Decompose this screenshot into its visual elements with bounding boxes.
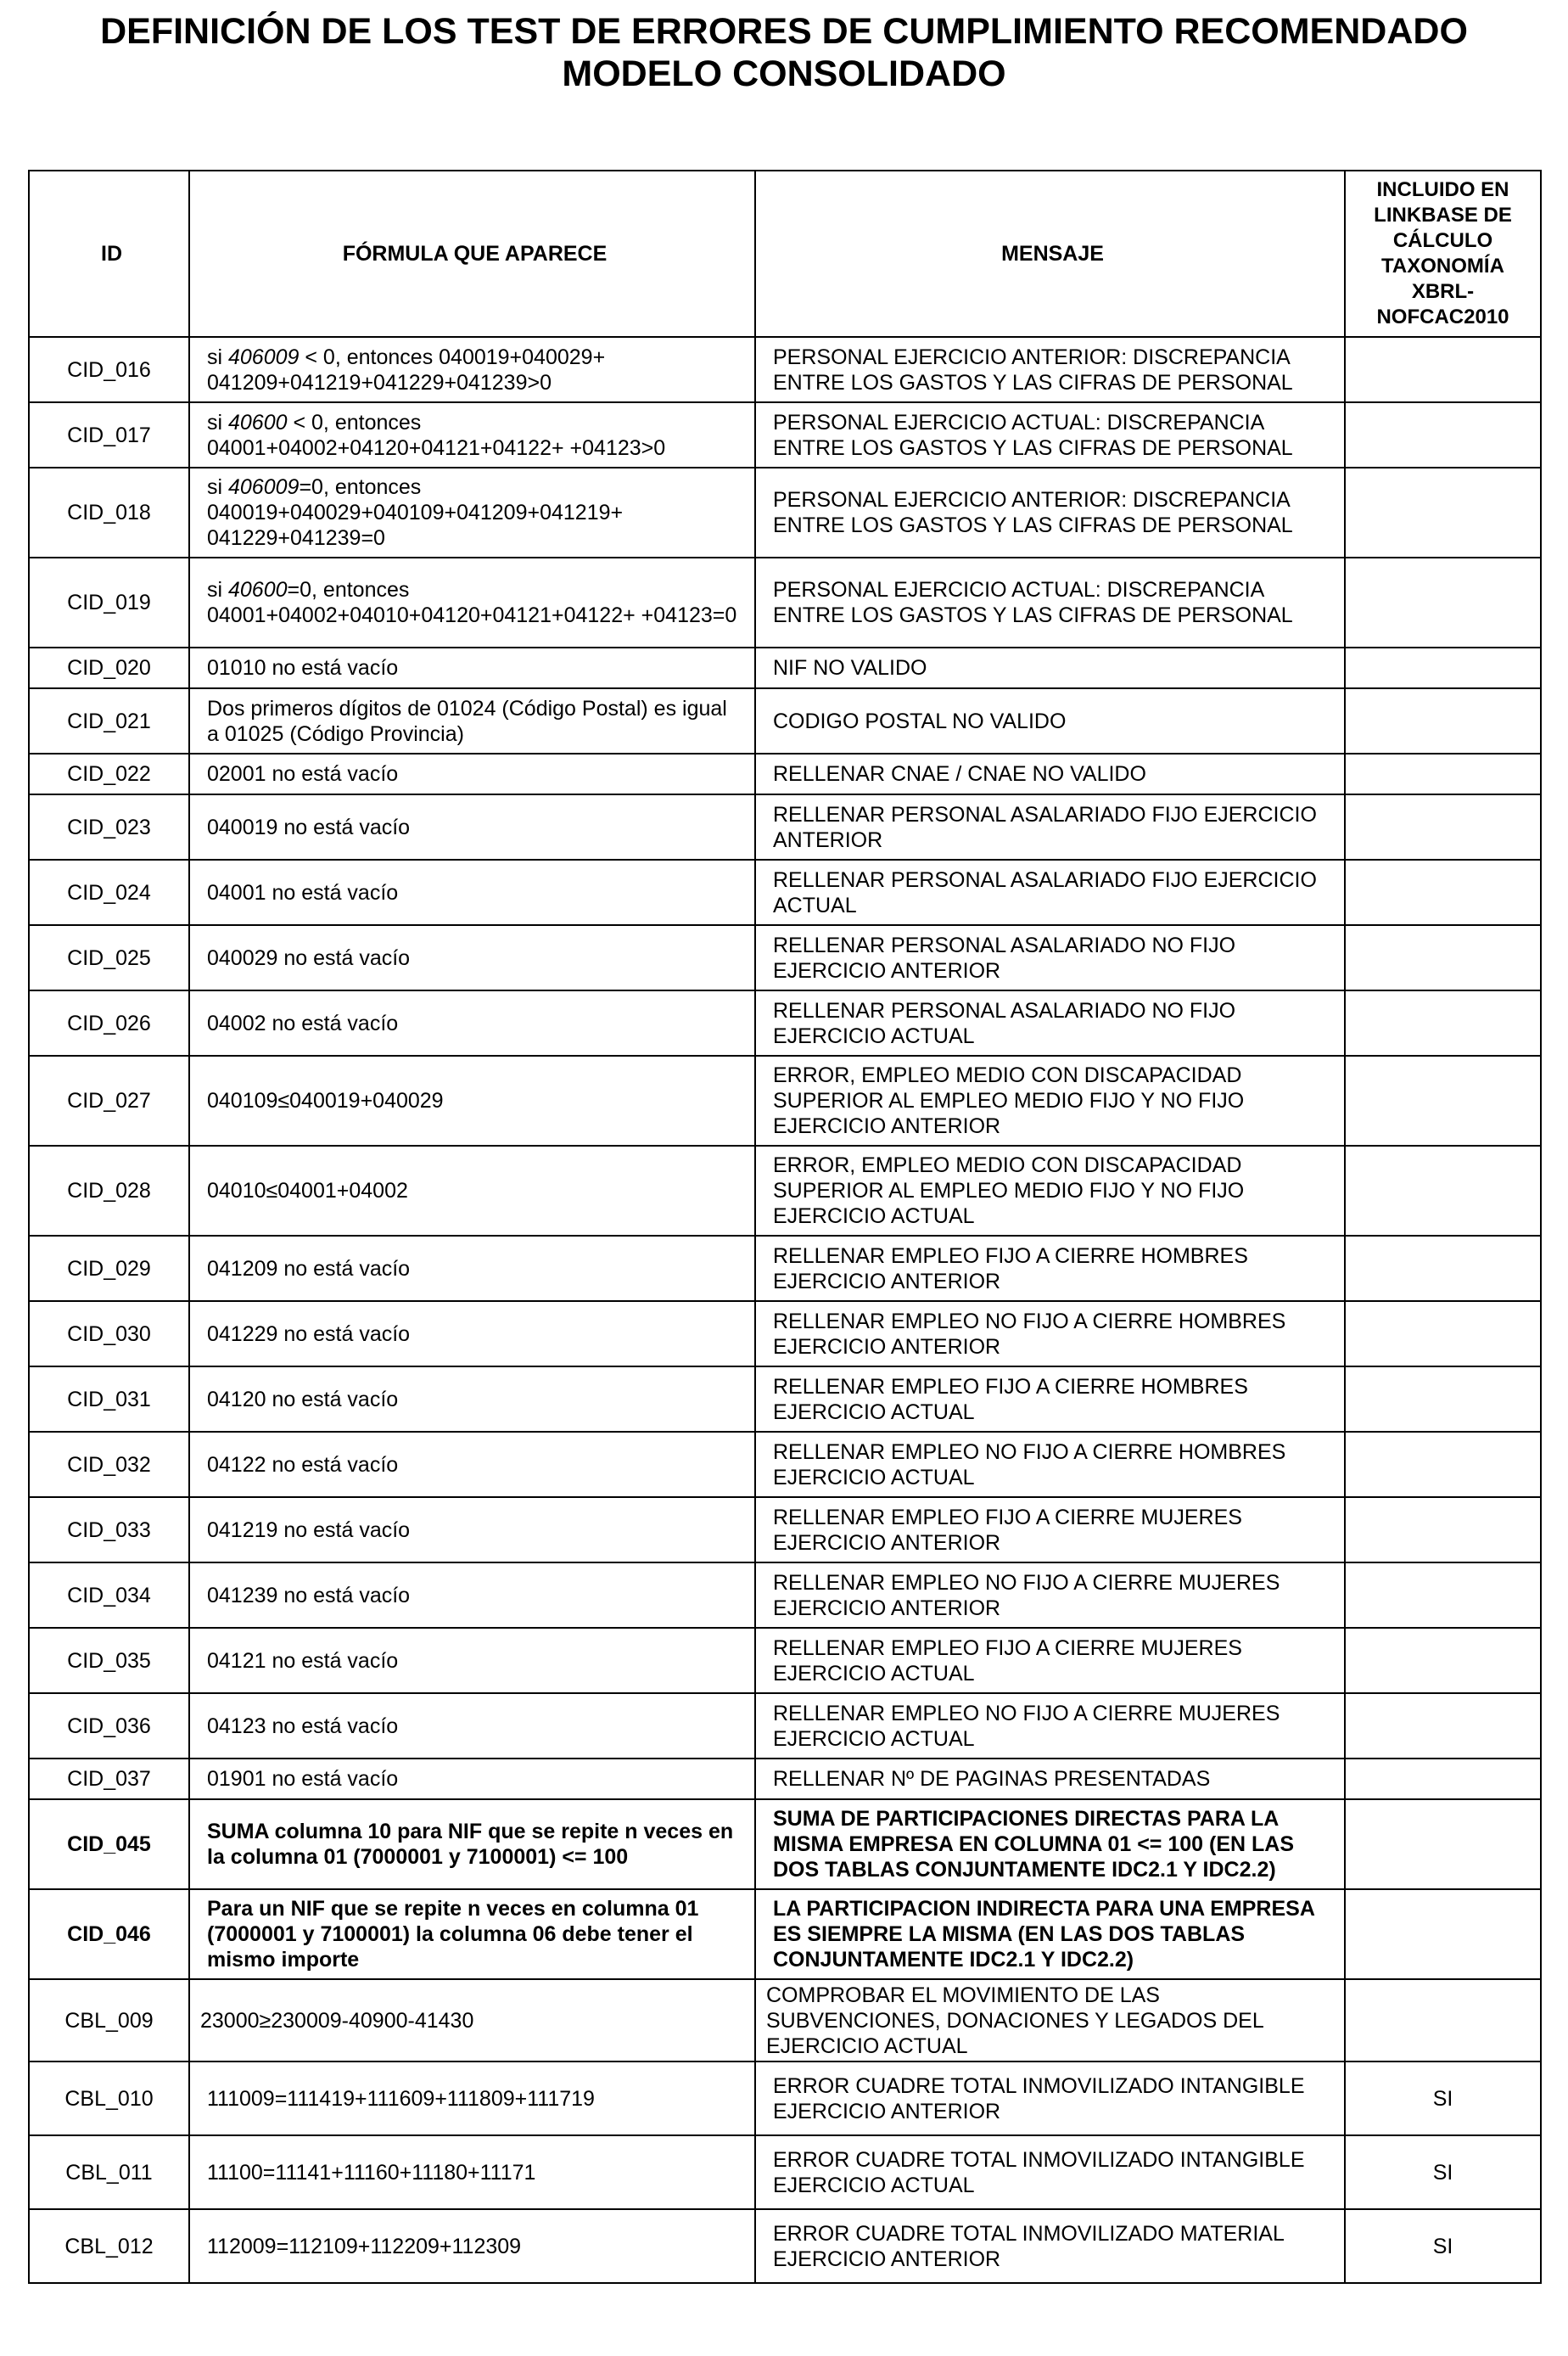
table-row	[29, 1366, 1541, 1432]
formula-variable: 40600	[228, 578, 288, 602]
formula-text: 040019 no está vacío	[207, 815, 411, 839]
cell-incluido	[1345, 1146, 1541, 1236]
cell-incluido	[1345, 1432, 1541, 1497]
cell-id: CID_028	[29, 1146, 189, 1236]
title-line-2: MODELO CONSOLIDADO	[562, 53, 1006, 94]
cell-formula	[189, 558, 755, 648]
cell-id: CBL_010	[29, 2062, 189, 2135]
cell-mensaje: RELLENAR EMPLEO FIJO A CIERRE HOMBRES EJERCICIO ACTUAL	[755, 1366, 1345, 1432]
cell-mensaje: ERROR CUADRE TOTAL INMOVILIZADO INTANGIBLE EJERCICIO ANTERIOR	[755, 2062, 1345, 2135]
table-row	[29, 402, 1541, 468]
cell-id: CID_024	[29, 860, 189, 925]
cell-formula	[189, 794, 755, 860]
table-row	[29, 925, 1541, 990]
table-row	[29, 1301, 1541, 1366]
cell-incluido	[1345, 1497, 1541, 1562]
cell-formula	[189, 925, 755, 990]
cell-formula	[189, 1562, 755, 1628]
formula-text: 01010 no está vacío	[207, 656, 399, 680]
formula-variable: 406009	[228, 345, 300, 369]
cell-id: CID_016	[29, 337, 189, 402]
cell-incluido	[1345, 558, 1541, 648]
formula-text: Para un NIF que se repite n veces en columna 01 (7000001 y 7100001) la columna 06 debe tener el mismo importe	[207, 1897, 699, 1972]
table-row	[29, 1146, 1541, 1236]
formula-text: 04010≤04001+04002	[207, 1179, 408, 1203]
cell-incluido	[1345, 688, 1541, 754]
formula-text: 04121 no está vacío	[207, 1648, 399, 1673]
page-title	[0, 10, 1568, 95]
cell-formula	[189, 1628, 755, 1693]
formula-text: 112009=112109+112209+112309	[207, 2234, 522, 2258]
table-row	[29, 1236, 1541, 1301]
cell-id: CID_025	[29, 925, 189, 990]
cell-id: CID_032	[29, 1432, 189, 1497]
cell-incluido	[1345, 1236, 1541, 1301]
cell-id: CID_036	[29, 1693, 189, 1759]
cell-formula	[189, 990, 755, 1056]
cell-formula	[189, 860, 755, 925]
formula-text: 040109≤040019+040029	[207, 1089, 444, 1113]
error-tests-table	[28, 170, 1542, 2284]
cell-formula	[189, 1759, 755, 1799]
formula-text: 111009=111419+111609+111809+111719	[207, 2086, 595, 2111]
table-row	[29, 2209, 1541, 2283]
table-body	[29, 337, 1541, 2283]
cell-formula	[189, 468, 755, 558]
table-row	[29, 1693, 1541, 1759]
cell-mensaje: RELLENAR EMPLEO NO FIJO A CIERRE MUJERES EJERCICIO ANTERIOR	[755, 1562, 1345, 1628]
table-row	[29, 2135, 1541, 2209]
cell-incluido	[1345, 1979, 1541, 2062]
formula-text: si	[207, 475, 228, 499]
formula-text: 01901 no está vacío	[207, 1767, 399, 1791]
cell-id: CID_017	[29, 402, 189, 468]
cell-mensaje: ERROR, EMPLEO MEDIO CON DISCAPACIDAD SUPERIOR AL EMPLEO MEDIO FIJO Y NO FIJO EJERCICIO ACTUAL	[755, 1146, 1345, 1236]
cell-incluido	[1345, 1628, 1541, 1693]
cell-incluido: SI	[1345, 2135, 1541, 2209]
cell-id: CID_037	[29, 1759, 189, 1799]
cell-id: CBL_009	[29, 1979, 189, 2062]
header-id: ID	[29, 171, 189, 337]
cell-incluido	[1345, 1366, 1541, 1432]
cell-incluido	[1345, 468, 1541, 558]
cell-mensaje: LA PARTICIPACION INDIRECTA PARA UNA EMPRESA ES SIEMPRE LA MISMA (EN LAS DOS TABLAS CONJUNTAMENTE IDC2.1 Y IDC2.2)	[755, 1889, 1345, 1979]
cell-formula	[189, 648, 755, 688]
cell-mensaje: PERSONAL EJERCICIO ANTERIOR: DISCREPANCIA ENTRE LOS GASTOS Y LAS CIFRAS DE PERSONAL	[755, 337, 1345, 402]
cell-formula	[189, 402, 755, 468]
cell-incluido	[1345, 1889, 1541, 1979]
cell-mensaje: RELLENAR EMPLEO NO FIJO A CIERRE HOMBRES EJERCICIO ACTUAL	[755, 1432, 1345, 1497]
cell-id: CID_030	[29, 1301, 189, 1366]
cell-mensaje: RELLENAR EMPLEO NO FIJO A CIERRE HOMBRES EJERCICIO ANTERIOR	[755, 1301, 1345, 1366]
cell-id: CID_027	[29, 1056, 189, 1146]
table-row	[29, 1562, 1541, 1628]
formula-condition: < 0, entonces 04001+04002+04120+04121+04122+ +04123>0	[207, 410, 666, 460]
cell-mensaje: PERSONAL EJERCICIO ACTUAL: DISCREPANCIA ENTRE LOS GASTOS Y LAS CIFRAS DE PERSONAL	[755, 558, 1345, 648]
cell-formula	[189, 2209, 755, 2283]
cell-mensaje: NIF NO VALIDO	[755, 648, 1345, 688]
formula-text: 041219 no está vacío	[207, 1517, 411, 1542]
cell-incluido	[1345, 1056, 1541, 1146]
cell-id: CID_019	[29, 558, 189, 648]
formula-text: si	[207, 410, 228, 435]
cell-incluido	[1345, 1301, 1541, 1366]
formula-text: 04001 no está vacío	[207, 880, 399, 905]
cell-mensaje: ERROR CUADRE TOTAL INMOVILIZADO MATERIAL EJERCICIO ANTERIOR	[755, 2209, 1345, 2283]
cell-formula	[189, 1432, 755, 1497]
cell-id: CBL_011	[29, 2135, 189, 2209]
formula-text: 23000≥230009-40900-41430	[200, 2008, 474, 2033]
cell-id: CID_026	[29, 990, 189, 1056]
table-row	[29, 794, 1541, 860]
table-row	[29, 1497, 1541, 1562]
formula-text: 11100=11141+11160+11180+11171	[207, 2160, 536, 2185]
table-row	[29, 1759, 1541, 1799]
cell-id: CID_018	[29, 468, 189, 558]
cell-incluido	[1345, 794, 1541, 860]
cell-formula	[189, 688, 755, 754]
cell-id: CID_034	[29, 1562, 189, 1628]
cell-formula	[189, 1497, 755, 1562]
table-header-row	[29, 171, 1541, 337]
cell-formula	[189, 1236, 755, 1301]
cell-mensaje: RELLENAR CNAE / CNAE NO VALIDO	[755, 754, 1345, 794]
cell-formula	[189, 1366, 755, 1432]
cell-id: CBL_012	[29, 2209, 189, 2283]
cell-id: CID_029	[29, 1236, 189, 1301]
formula-text: 04002 no está vacío	[207, 1011, 399, 1035]
cell-incluido	[1345, 337, 1541, 402]
table-row	[29, 1432, 1541, 1497]
header-mensaje: MENSAJE	[755, 171, 1345, 337]
formula-text: 041239 no está vacío	[207, 1583, 411, 1607]
table-row	[29, 468, 1541, 558]
formula-text: 041229 no está vacío	[207, 1321, 411, 1346]
header-incluido: INCLUIDO EN LINKBASE DE CÁLCULO TAXONOMÍA XBRL-NOFCAC2010	[1345, 171, 1541, 337]
cell-formula	[189, 1693, 755, 1759]
cell-mensaje: RELLENAR PERSONAL ASALARIADO NO FIJO EJERCICIO ACTUAL	[755, 990, 1345, 1056]
title-line-1: DEFINICIÓN DE LOS TEST DE ERRORES DE CUMPLIMIENTO RECOMENDADO	[100, 11, 1468, 52]
cell-mensaje: SUMA DE PARTICIPACIONES DIRECTAS PARA LA MISMA EMPRESA EN COLUMNA 01 <= 100 (EN LAS DOS TABLAS CONJUNTAMENTE IDC2.1 Y IDC2.2)	[755, 1799, 1345, 1889]
cell-id: CID_035	[29, 1628, 189, 1693]
table-row	[29, 860, 1541, 925]
cell-mensaje: RELLENAR EMPLEO FIJO A CIERRE MUJERES EJERCICIO ANTERIOR	[755, 1497, 1345, 1562]
cell-formula	[189, 754, 755, 794]
cell-incluido	[1345, 1562, 1541, 1628]
formula-variable: 40600	[228, 410, 288, 435]
formula-text: 04122 no está vacío	[207, 1452, 399, 1477]
cell-incluido	[1345, 990, 1541, 1056]
cell-mensaje: RELLENAR EMPLEO FIJO A CIERRE MUJERES EJERCICIO ACTUAL	[755, 1628, 1345, 1693]
cell-mensaje: ERROR, EMPLEO MEDIO CON DISCAPACIDAD SUPERIOR AL EMPLEO MEDIO FIJO Y NO FIJO EJERCICIO ANTERIOR	[755, 1056, 1345, 1146]
table-row	[29, 1979, 1541, 2062]
formula-text: 04123 no está vacío	[207, 1714, 399, 1738]
cell-mensaje: PERSONAL EJERCICIO ACTUAL: DISCREPANCIA ENTRE LOS GASTOS Y LAS CIFRAS DE PERSONAL	[755, 402, 1345, 468]
table-row	[29, 990, 1541, 1056]
cell-formula	[189, 1056, 755, 1146]
header-formula: FÓRMULA QUE APARECE	[189, 171, 755, 337]
cell-id: CID_020	[29, 648, 189, 688]
cell-id: CID_031	[29, 1366, 189, 1432]
table-row	[29, 558, 1541, 648]
formula-text: 041209 no está vacío	[207, 1256, 411, 1281]
cell-mensaje: RELLENAR PERSONAL ASALARIADO NO FIJO EJERCICIO ANTERIOR	[755, 925, 1345, 990]
table-row	[29, 1889, 1541, 1979]
cell-id: CID_022	[29, 754, 189, 794]
cell-incluido	[1345, 925, 1541, 990]
table-row	[29, 648, 1541, 688]
cell-mensaje: CODIGO POSTAL NO VALIDO	[755, 688, 1345, 754]
formula-text: SUMA columna 10 para NIF que se repite n veces en la columna 01 (7000001 y 7100001) <= 100	[207, 1820, 734, 1869]
cell-id: CID_021	[29, 688, 189, 754]
formula-text: 02001 no está vacío	[207, 762, 399, 786]
cell-formula	[189, 1979, 755, 2062]
cell-formula	[189, 1799, 755, 1889]
formula-condition: < 0, entonces 040019+040029+ 041209+041219+041229+041239>0	[207, 345, 606, 395]
cell-mensaje: PERSONAL EJERCICIO ANTERIOR: DISCREPANCIA ENTRE LOS GASTOS Y LAS CIFRAS DE PERSONAL	[755, 468, 1345, 558]
cell-incluido	[1345, 1799, 1541, 1889]
cell-incluido	[1345, 860, 1541, 925]
cell-mensaje: RELLENAR Nº DE PAGINAS PRESENTADAS	[755, 1759, 1345, 1799]
table-row	[29, 1799, 1541, 1889]
cell-id: CID_045	[29, 1799, 189, 1889]
cell-mensaje: ERROR CUADRE TOTAL INMOVILIZADO INTANGIBLE EJERCICIO ACTUAL	[755, 2135, 1345, 2209]
cell-incluido	[1345, 402, 1541, 468]
cell-incluido	[1345, 648, 1541, 688]
table-row	[29, 2062, 1541, 2135]
table-row	[29, 1056, 1541, 1146]
formula-text: 04120 no está vacío	[207, 1387, 399, 1411]
cell-id: CID_033	[29, 1497, 189, 1562]
cell-incluido	[1345, 754, 1541, 794]
cell-incluido: SI	[1345, 2209, 1541, 2283]
cell-id: CID_023	[29, 794, 189, 860]
formula-condition: =0, entonces 04001+04002+04010+04120+04121+04122+ +04123=0	[207, 578, 737, 627]
cell-mensaje: RELLENAR EMPLEO NO FIJO A CIERRE MUJERES EJERCICIO ACTUAL	[755, 1693, 1345, 1759]
cell-formula	[189, 1889, 755, 1979]
formula-text: Dos primeros dígitos de 01024 (Código Postal) es igual a 01025 (Código Provincia)	[207, 696, 727, 746]
table-row	[29, 754, 1541, 794]
cell-mensaje: RELLENAR PERSONAL ASALARIADO FIJO EJERCICIO ANTERIOR	[755, 794, 1345, 860]
formula-text: 040029 no está vacío	[207, 945, 411, 970]
cell-mensaje: COMPROBAR EL MOVIMIENTO DE LAS SUBVENCIONES, DONACIONES Y LEGADOS DEL EJERCICIO ACTUAL	[755, 1979, 1345, 2062]
formula-condition: =0, entonces 040019+040029+040109+041209+041219+ 041229+041239=0	[207, 475, 624, 550]
table-row	[29, 337, 1541, 402]
formula-variable: 406009	[228, 475, 300, 499]
cell-mensaje: RELLENAR EMPLEO FIJO A CIERRE HOMBRES EJERCICIO ANTERIOR	[755, 1236, 1345, 1301]
formula-text: si	[207, 345, 228, 369]
formula-text: si	[207, 578, 228, 602]
cell-formula	[189, 337, 755, 402]
cell-formula	[189, 2135, 755, 2209]
cell-formula	[189, 1146, 755, 1236]
cell-id: CID_046	[29, 1889, 189, 1979]
cell-formula	[189, 1301, 755, 1366]
cell-formula	[189, 2062, 755, 2135]
table-row	[29, 688, 1541, 754]
cell-incluido	[1345, 1693, 1541, 1759]
table-row	[29, 1628, 1541, 1693]
cell-mensaje: RELLENAR PERSONAL ASALARIADO FIJO EJERCICIO ACTUAL	[755, 860, 1345, 925]
cell-incluido: SI	[1345, 2062, 1541, 2135]
cell-incluido	[1345, 1759, 1541, 1799]
